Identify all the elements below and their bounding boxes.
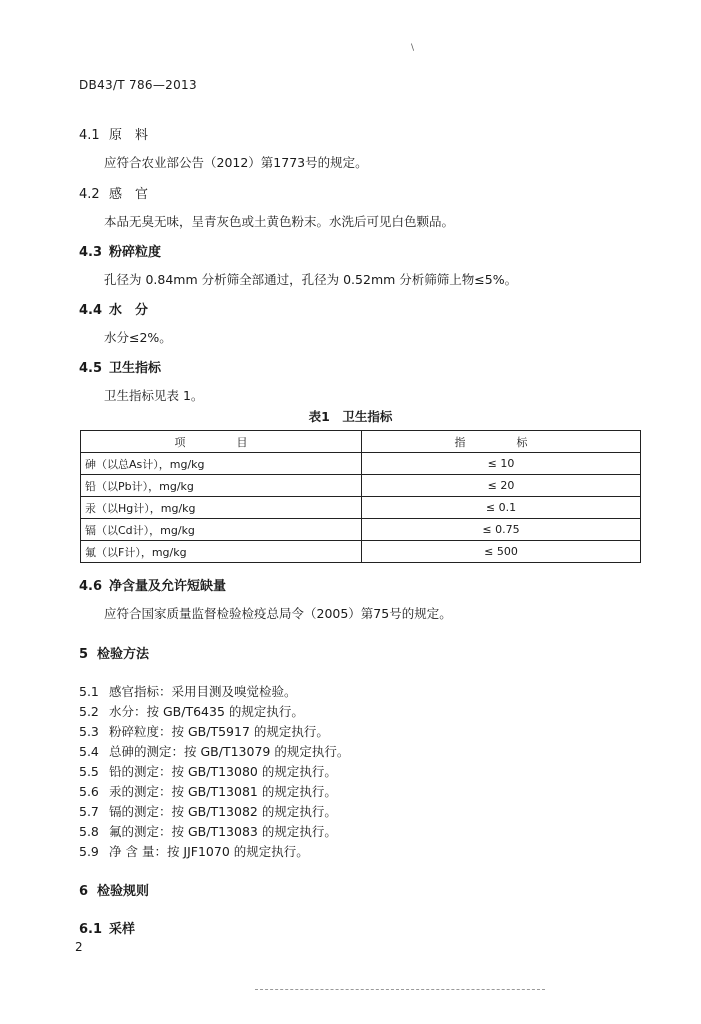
table-cell-value: ≤ 0.75 [362, 519, 641, 541]
table-cell-value: ≤ 10 [362, 453, 641, 475]
table-cell-item: 氟（以F计），mg/kg [81, 541, 362, 563]
method-item: 5.2 水分：按 GB/T6435 的规定执行。 [79, 704, 304, 719]
table-cell-item: 铅（以Pb计），mg/kg [81, 475, 362, 497]
method-item: 5.9 净 含 量：按 JJF1070 的规定执行。 [79, 844, 309, 859]
table-row [81, 519, 641, 541]
table-cell-item: 汞（以Hg计），mg/kg [81, 497, 362, 519]
section-4-5-heading: 4.5 卫生指标 [79, 361, 162, 376]
standard-code-header: DB43/T 786—2013 [79, 78, 197, 92]
method-item: 5.7 镉的测定：按 GB/T13082 的规定执行。 [79, 804, 337, 819]
method-item: 5.6 汞的测定：按 GB/T13081 的规定执行。 [79, 784, 337, 799]
section-4-5-text: 卫生指标见表 1。 [104, 388, 204, 403]
table-row [81, 453, 641, 475]
table-cell-item: 镉（以Cd计），mg/kg [81, 519, 362, 541]
hygiene-index-table [80, 430, 641, 563]
table-cell-value: ≤ 500 [362, 541, 641, 563]
table-cell-item: 砷（以总As计），mg/kg [81, 453, 362, 475]
section-4-3-text: 孔径为 0.84mm 分析筛全部通过，孔径为 0.52mm 分析筛筛上物≤5%。 [104, 272, 518, 287]
table-row [81, 497, 641, 519]
table-cell-value: ≤ 20 [362, 475, 641, 497]
section-6-1-heading: 6.1 采样 [79, 922, 136, 937]
table-header-row [81, 431, 641, 453]
section-4-4-text: 水分≤2%。 [104, 330, 172, 345]
table-header-index: 指 标 [362, 431, 641, 453]
method-item: 5.1 感官指标：采用目测及嗅觉检验。 [79, 684, 297, 699]
method-item: 5.4 总砷的测定：按 GB/T13079 的规定执行。 [79, 744, 350, 759]
section-4-4-heading: 4.4 水 分 [79, 303, 149, 318]
section-4-6-text: 应符合国家质量监督检验检疫总局令（2005）第75号的规定。 [104, 606, 452, 621]
method-item: 5.3 粉碎粒度：按 GB/T5917 的规定执行。 [79, 724, 329, 739]
page-number: 2 [75, 940, 83, 954]
section-4-1-heading: 4.1 原 料 [79, 128, 149, 143]
table-caption: 表1 卫生指标 [308, 409, 393, 424]
method-item: 5.5 铅的测定：按 GB/T13080 的规定执行。 [79, 764, 337, 779]
table-cell-value: ≤ 0.1 [362, 497, 641, 519]
section-4-2-heading: 4.2 感 官 [79, 187, 149, 202]
section-4-2-text: 本品无臭无味，呈青灰色或土黄色粉末。水洗后可见白色颗品。 [104, 214, 455, 229]
method-item: 5.8 氟的测定：按 GB/T13083 的规定执行。 [79, 824, 337, 839]
table-header-item: 项 目 [81, 431, 362, 453]
scan-artifact-line [255, 989, 545, 990]
section-4-6-heading: 4.6 净含量及允许短缺量 [79, 579, 227, 594]
section-5-heading: 5 检验方法 [79, 647, 150, 662]
section-6-heading: 6 检验规则 [79, 884, 150, 899]
table-row [81, 541, 641, 563]
scan-mark: \ [411, 43, 415, 53]
section-4-1-text: 应符合农业部公告（2012）第1773号的规定。 [104, 155, 368, 170]
section-4-3-heading: 4.3 粉碎粒度 [79, 245, 162, 260]
table-row [81, 475, 641, 497]
